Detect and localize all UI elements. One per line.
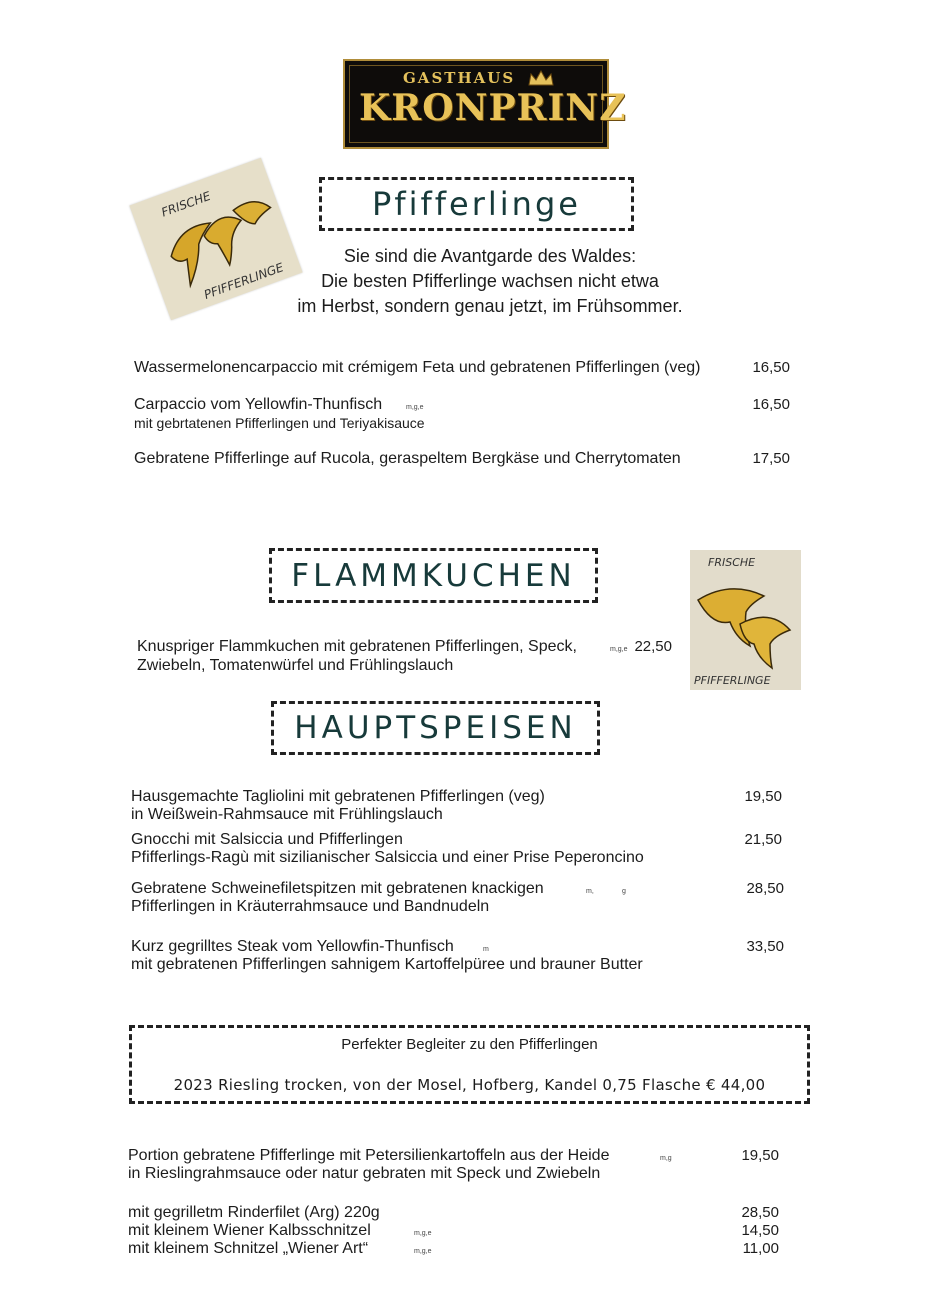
section-title-box (319, 177, 634, 231)
extra-item-price: 14,50 (741, 1222, 779, 1239)
menu-item-price: 33,50 (746, 938, 784, 955)
wine-recommendation-box (129, 1025, 810, 1104)
svg-text:FRISCHE: FRISCHE (159, 188, 213, 220)
section-title: FLAMMKUCHEN (291, 557, 576, 594)
intro-line: Die besten Pfifferlinge wachsen nicht etwa (321, 271, 659, 291)
allergen-codes: g (622, 888, 626, 895)
allergen-codes: m,g,e (414, 1230, 432, 1237)
allergen-codes: m,g,e (610, 646, 628, 653)
section-title: HAUPTSPEISEN (294, 710, 577, 746)
menu-item-name: Gebratene Schweinefiletspitzen mit gebratenen knackigen (131, 880, 544, 897)
menu-item-name: Wassermelonencarpaccio mit crémigem Feta und gebratenen Pfifferlingen (veg) (134, 359, 701, 376)
intro-line: Sie sind die Avantgarde des Waldes: (343, 246, 637, 266)
allergen-codes: m,g,e (414, 1248, 432, 1255)
section-title-box (271, 701, 600, 755)
intro-line: im Herbst, sondern genau jetzt, im Frühsommer. (297, 296, 683, 316)
extra-item-name: mit kleinem Wiener Kalbsschnitzel (128, 1222, 371, 1239)
crown-icon (527, 69, 555, 87)
allergen-codes: m (483, 946, 489, 953)
menu-item-price: 19,50 (744, 788, 782, 805)
menu-item-name: Gnocchi mit Salsiccia und Pfifferlingen (131, 831, 403, 848)
menu-item-price: 17,50 (752, 450, 790, 467)
menu-item-price: 21,50 (744, 831, 782, 848)
restaurant-logo (343, 59, 627, 149)
menu-item-price: 19,50 (741, 1147, 779, 1164)
extra-item-price: 28,50 (741, 1204, 779, 1221)
menu-item-description: mit gebratenen Pfifferlingen sahnigem Kartoffelpüree und brauner Butter (131, 956, 643, 973)
menu-item-description: in Weißwein-Rahmsauce mit Frühlingslauch (131, 806, 443, 823)
svg-text:FRISCHE: FRISCHE (708, 556, 756, 569)
menu-item-description: in Rieslingrahmsauce oder natur gebraten mit Speck und Zwiebeln (128, 1165, 601, 1182)
menu-item-description: Zwiebeln, Tomatenwürfel und Frühlingslauch (137, 657, 454, 674)
allergen-codes: m, (586, 888, 594, 895)
menu-item-name: Hausgemachte Tagliolini mit gebratenen Pfifferlingen (veg) (131, 788, 545, 805)
menu-item-price: 16,50 (752, 359, 790, 376)
menu-item-name: Knuspriger Flammkuchen mit gebratenen Pfifferlingen, Speck, (137, 638, 577, 655)
menu-item-price: 28,50 (746, 880, 784, 897)
svg-text:PFIFFERLINGE: PFIFFERLINGE (694, 674, 771, 687)
menu-item-name: Portion gebratene Pfifferlinge mit Petersilienkartoffeln aus der Heide (128, 1147, 610, 1164)
section-title-box (269, 548, 598, 603)
menu-item-description: Pfifferlings-Ragù mit sizilianischer Salsiccia und einer Prise Peperoncino (131, 849, 644, 866)
menu-item-description: Pfifferlingen in Kräuterrahmsauce und Bandnudeln (131, 898, 490, 915)
menu-item-name: Carpaccio vom Yellowfin-Thunfisch (134, 396, 383, 413)
menu-item-price: 22,50 (634, 638, 672, 655)
extra-item-name: mit kleinem Schnitzel „Wiener Art“ (128, 1240, 369, 1257)
extra-item-name: mit gegrilletm Rinderfilet (Arg) 220g (128, 1204, 380, 1221)
logo-line2: KRONPRINZ (359, 87, 627, 129)
section-title: Pfifferlinge (372, 185, 581, 223)
allergen-codes: m,g,e (406, 404, 424, 411)
logo-line1: GASTHAUS (403, 69, 516, 87)
menu-item-name: Gebratene Pfifferlinge auf Rucola, geraspeltem Bergkäse und Cherrytomaten (134, 450, 681, 467)
wine-detail: 2023 Riesling trocken, von der Mosel, Hofberg, Kandel 0,75 Flasche € 44,00 (173, 1076, 766, 1094)
menu-item-name: Kurz gegrilltes Steak vom Yellowfin-Thunfisch (131, 938, 454, 955)
menu-item-price: 16,50 (752, 396, 790, 413)
intro-text (240, 244, 740, 319)
svg-text:PFIFFERLINGE: PFIFFERLINGE (202, 260, 286, 302)
allergen-codes: m,g (660, 1155, 672, 1162)
wine-heading: Perfekter Begleiter zu den Pfifferlingen (341, 1036, 598, 1053)
extra-item-price: 11,00 (742, 1240, 779, 1257)
chanterelle-sketch-image (690, 550, 801, 690)
menu-item-description: mit gebrtatenen Pfifferlingen und Teriyakisauce (134, 415, 425, 431)
